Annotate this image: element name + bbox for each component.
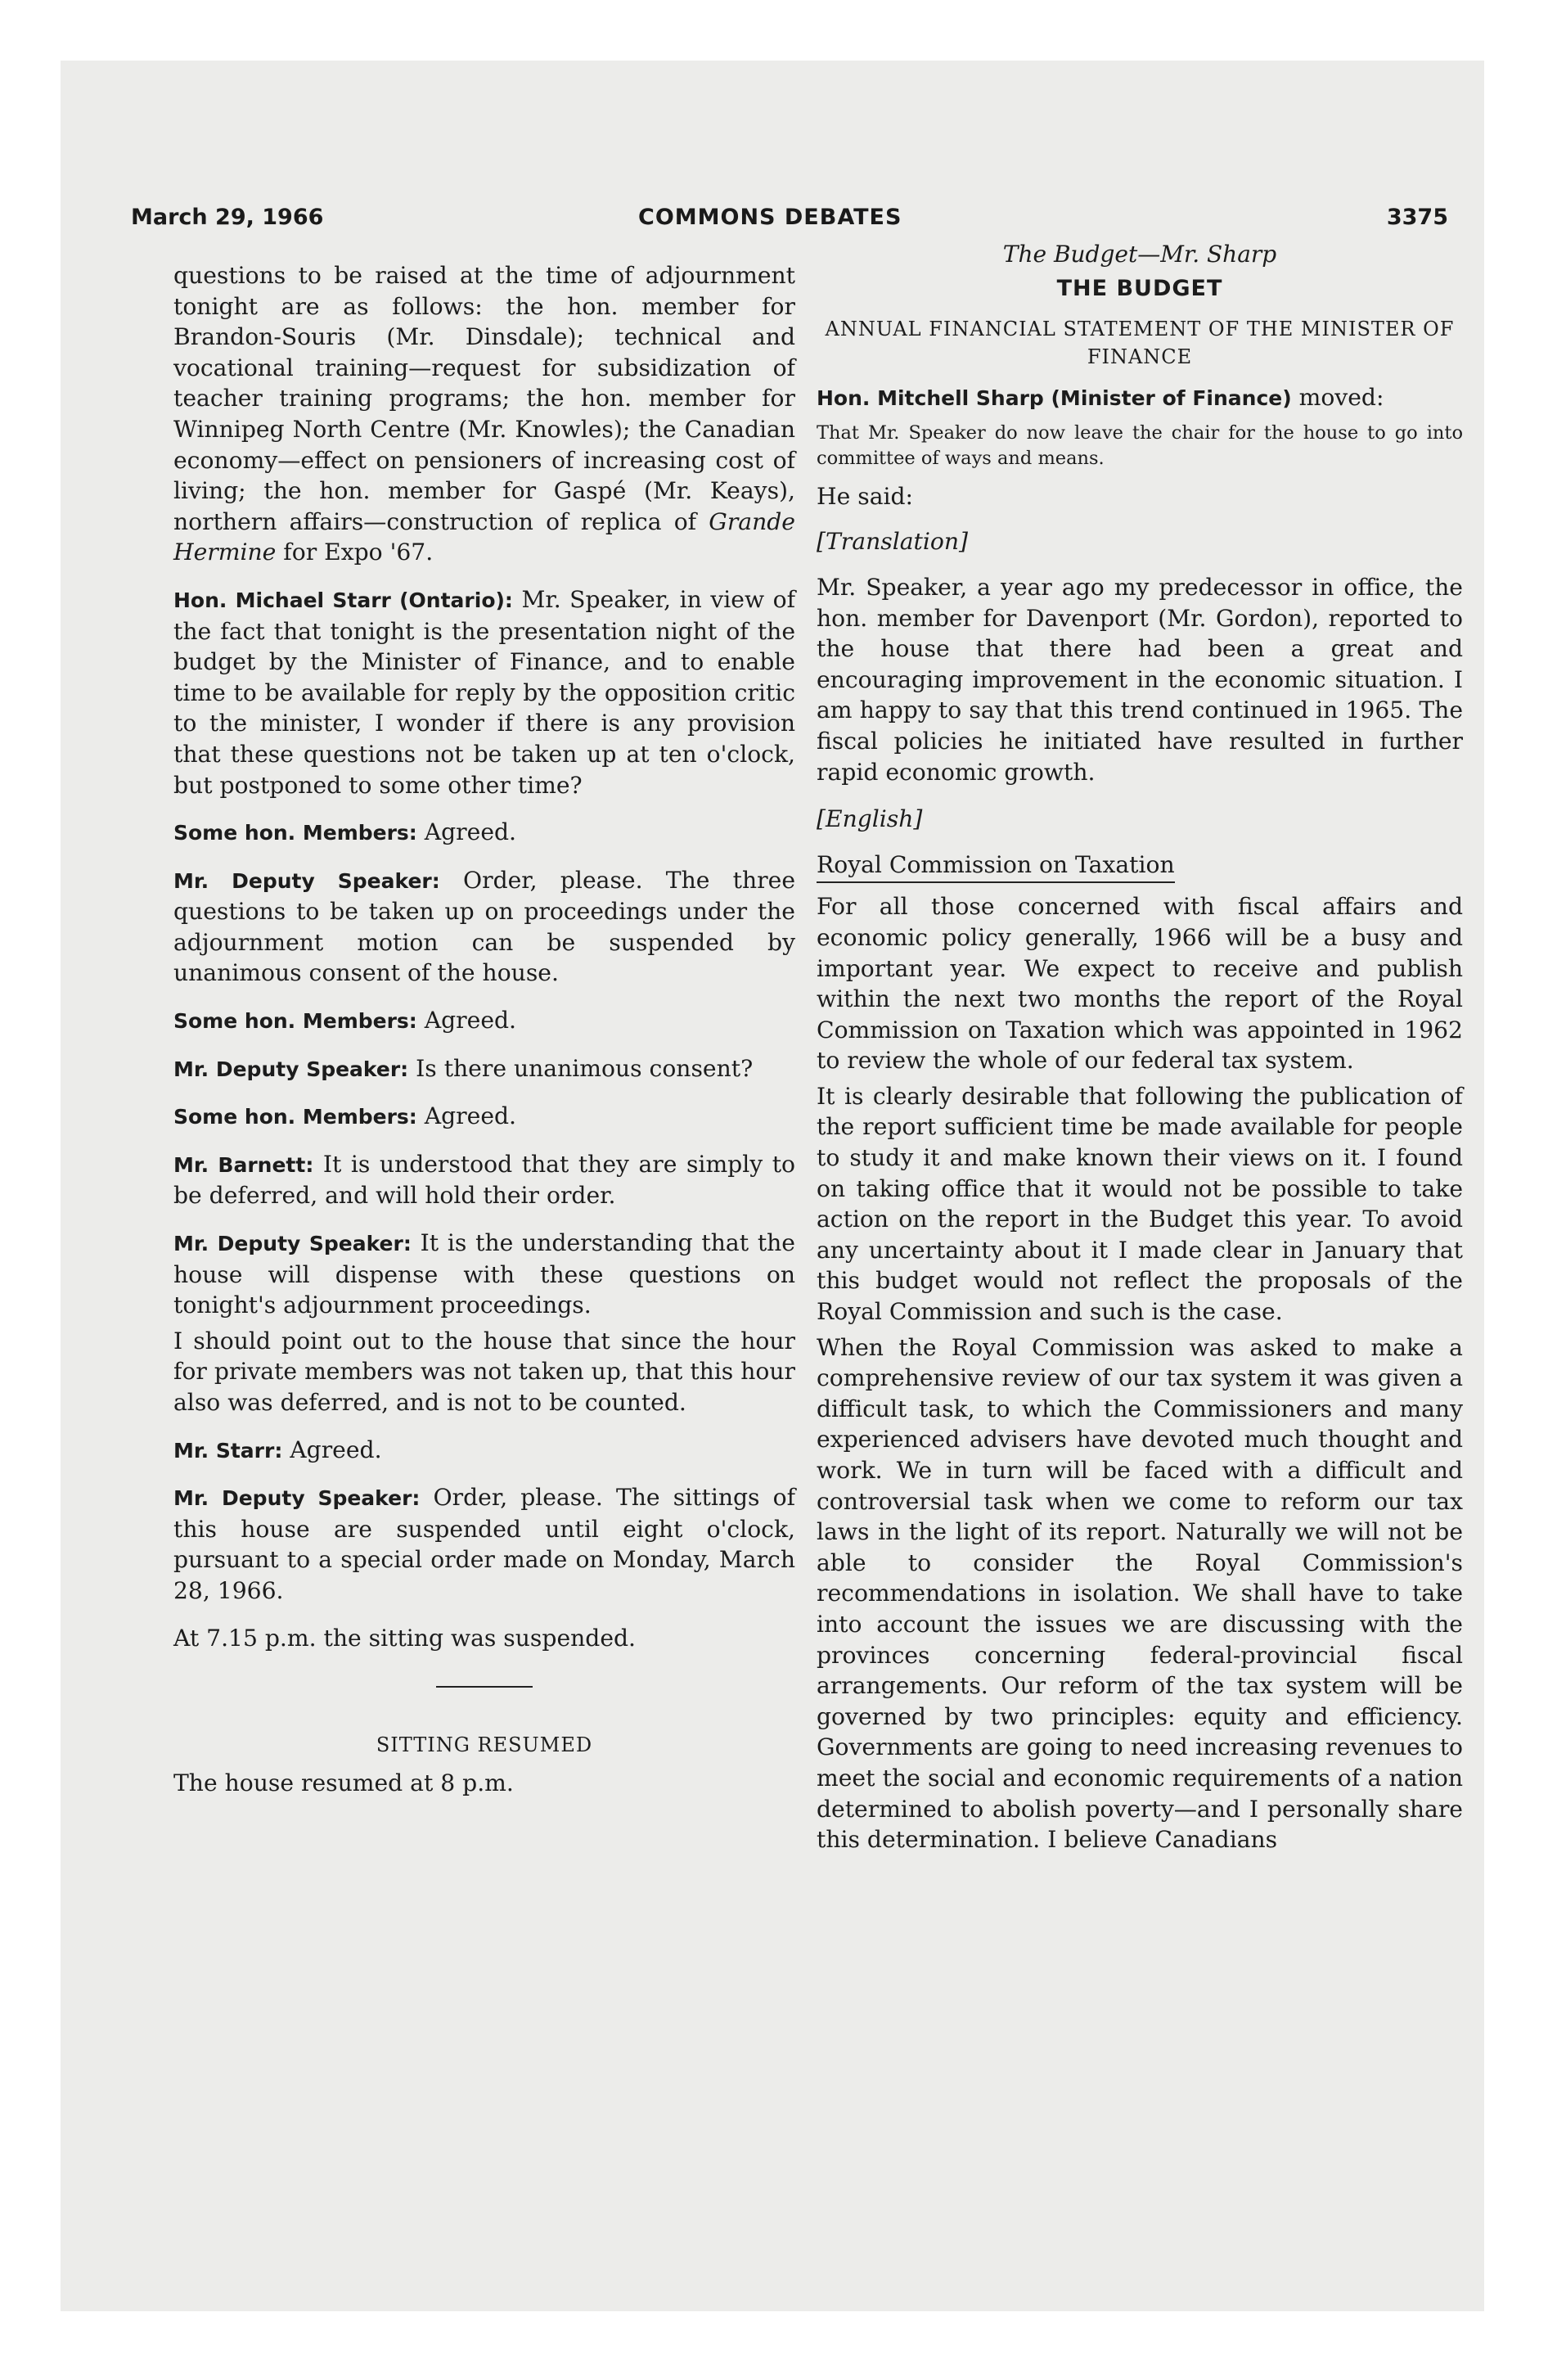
paragraph-comprehensive-review: When the Royal Commission was asked to make a comprehensive review of our tax system it was given a difficult task, to which the Commissioners and many experienced advisers have devoted much thought and work. We in turn will be faced with a difficult and controversial task when we come to reform our tax laws in the light of its report. Naturally we will not be able to consider the Royal Commission's recommendations in isolation. We shall have to take into account the issues we are discussing with the provinces concerning federal-provincial fiscal arrangements. Our reform of the tax system will be governed by two principles: equity and efficiency. Governments are going to need increasing revenues to meet the social and economic requirements of a nation determined to abolish poverty—and I personally share this determination. I believe Canadians (817, 1333, 1463, 1854)
header-journal-title: COMMONS DEBATES (638, 205, 902, 230)
he-said: He said: (817, 482, 914, 510)
paragraph-text-end: for Expo '67. (276, 539, 434, 566)
speech-text: It is understood that they are simply to be deferred, and will hold their order. (173, 1150, 795, 1210)
running-head: The Budget—Mr. Sharp (1002, 241, 1277, 268)
speaker-name: Some hon. Members: (173, 821, 417, 845)
speech-text: Order, please. The sittings of this house are suspended until eight o'clock, pursuant to a special order made on Monday, March 28, 1966. (173, 1484, 795, 1604)
translation-marker: [Translation] (817, 528, 968, 556)
speaker-name: Mr. Deputy Speaker: (173, 868, 440, 893)
financial-statement-heading: ANNUAL FINANCIAL STATEMENT OF THE MINISTER OF FINANCE (825, 318, 1455, 369)
speaker-name: Some hon. Members: (173, 1105, 417, 1129)
speech-deputy-speaker-2 (173, 1053, 795, 1085)
speaker-name: Mr. Deputy Speaker: (173, 1232, 412, 1256)
section-heading-royal-commission: Royal Commission on Taxation (817, 850, 1175, 884)
paragraph-adjournment-questions (173, 260, 795, 568)
speech-deputy-speaker-4 (173, 1482, 795, 1606)
right-column (817, 241, 1463, 1855)
speech-text: moved: (1291, 384, 1384, 412)
sitting-resumed-heading: SITTING RESUMED (376, 1733, 593, 1757)
speaker-name: Mr. Deputy Speaker: (173, 1486, 421, 1511)
header-date: March 29, 1966 (131, 205, 324, 230)
header-page-number: 3375 (1386, 205, 1448, 230)
speaker-name: Hon. Mitchell Sharp (Minister of Finance) (817, 386, 1292, 411)
paragraph-text: questions to be raised at the time of adjournment tonight are as follows: the hon. member for Brandon-Souris (Mr. Dinsdale); technical and vocational training—request for subsidization of teacher training programs; the hon. member for Winnipeg North Centre (Mr. Knowles); the Canadian economy—effect on pensioners of increasing cost of living; the hon. member for Gaspé (Mr. Keays), northern affairs—construction of replica of (173, 262, 795, 535)
speech-text: Mr. Speaker, in view of the fact that tonight is the presentation night of the budget by the Minister of Finance, and to enable time to be available for reply by the opposition critic to the minister, I wonder if there is any provision that these questions not be taken up at ten o'clock, but postponed to some other time? (173, 585, 795, 799)
speaker-name: Mr. Starr: (173, 1438, 283, 1463)
speech-text: Agreed. (282, 1436, 382, 1463)
speaker-name: Some hon. Members: (173, 1009, 417, 1034)
speaker-name: Mr. Deputy Speaker: (173, 1057, 409, 1081)
paragraph-suspended: At 7.15 p.m. the sitting was suspended. (173, 1624, 637, 1652)
section-divider (436, 1686, 533, 1688)
paragraph-report-study: It is clearly desirable that following the publication of the report sufficient time be made available for people to study it and make known their views on it. I found on taking office that it would not be possible to take action on the report in the Budget this year. To avoid any uncertainty about it I made clear in January that this budget would not reflect the proposals of the Royal Commission and such is the case. (817, 1082, 1463, 1326)
speech-barnett (173, 1149, 795, 1211)
speech-text: Is there unanimous consent? (408, 1054, 754, 1082)
speech-text: It is the understanding that the house will dispense with these questions on tonight's adjournment proceedings. (173, 1229, 795, 1319)
paragraph-resumed: The house resumed at 8 p.m. (173, 1769, 514, 1796)
speaker-name: Hon. Michael Starr (Ontario): (173, 588, 513, 612)
speech-starr (173, 584, 795, 800)
motion-text: That Mr. Speaker do now leave the chair for the house to go into committee of ways and means. (817, 421, 1463, 469)
speech-deputy-speaker-1 (173, 865, 795, 989)
speech-deputy-speaker-3 (173, 1228, 795, 1321)
speech-text: Agreed. (416, 818, 517, 846)
paragraph-private-members: I should point out to the house that since the hour for private members was not taken up, that this hour also was deferred, and is not to be counted. (173, 1327, 795, 1416)
speech-members-agreed-1 (173, 817, 795, 849)
speech-text: Agreed. (416, 1102, 517, 1130)
speech-members-agreed-2 (173, 1005, 795, 1037)
paragraph-busy-year: For all those concerned with fiscal affairs and economic policy generally, 1966 will be a busy and important year. We expect to receive and publish within the next two months the report of the Royal Commission on Taxation which was appointed in 1962 to review the whole of our federal tax system. (817, 893, 1463, 1075)
speech-starr-agreed (173, 1435, 795, 1467)
speech-members-agreed-3 (173, 1101, 795, 1133)
mover-line (817, 382, 1463, 414)
left-column (173, 260, 795, 1798)
speech-text: Agreed. (416, 1007, 517, 1034)
speaker-name: Mr. Barnett: (173, 1152, 314, 1177)
paragraph-economic-situation: Mr. Speaker, a year ago my predecessor in office, the hon. member for Davenport (Mr. Gordon), reported to the house that there had been a great and encouraging improvement in the economic situation. I am happy to say that this trend continued in 1965. The fiscal policies he initiated have resulted in further rapid economic growth. (817, 573, 1463, 786)
section-heading-wrapper (817, 850, 1463, 884)
speech-text: Order, please. The three questions to be taken up on proceedings under the adjournment motion can be suspended by unanimous consent of the house. (173, 866, 795, 987)
budget-heading: THE BUDGET (1056, 275, 1223, 301)
english-marker: [English] (817, 805, 923, 833)
ship-name: Grande Hermine (173, 507, 795, 566)
